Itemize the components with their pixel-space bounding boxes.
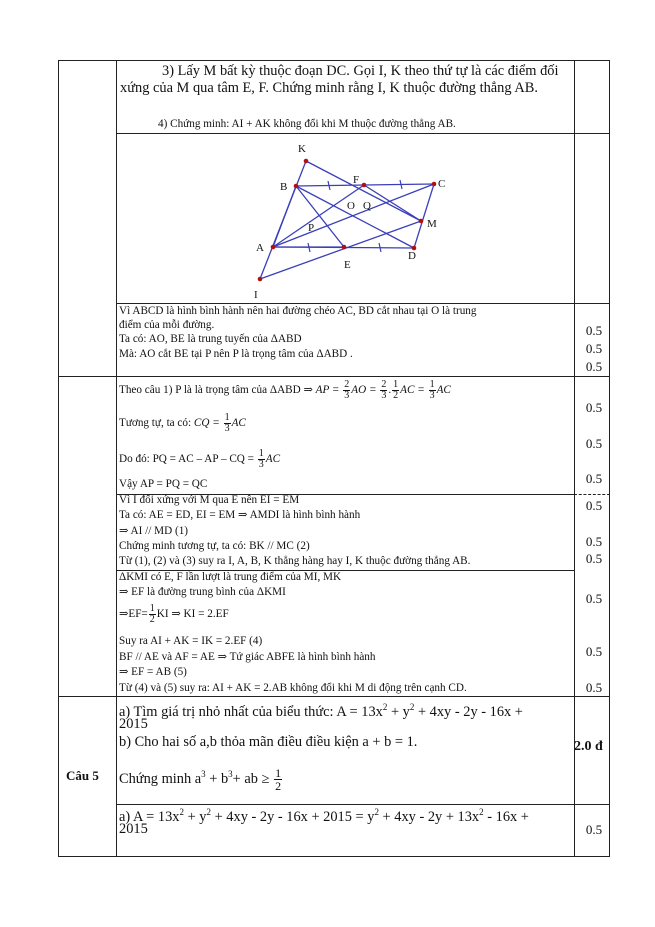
question-label: Câu 5	[66, 768, 99, 783]
ac-end: AC	[265, 453, 281, 466]
fraction-one-half	[149, 604, 156, 625]
segment-fm	[364, 185, 421, 221]
exp: 2	[374, 807, 379, 817]
question-5a	[119, 699, 523, 721]
score: 0.5	[585, 400, 603, 415]
question-5b: b) Cho hai số a,b thỏa mãn điều điều kiện a + b = 1.	[119, 734, 418, 750]
score: 0.5	[585, 551, 603, 566]
table-border-right	[609, 60, 610, 857]
block4-line3-pre: ⇒EF=	[119, 608, 148, 621]
q5b-post: + ab ≥	[232, 770, 270, 787]
score: 0.5	[585, 323, 603, 338]
score: 0.5	[585, 822, 603, 837]
question-5b-line2	[119, 766, 283, 792]
fraction-two-thirds	[343, 380, 350, 401]
solution-5a-line2: 2015	[119, 821, 148, 837]
block3-line3: ⇒ AI // MD (1)	[119, 525, 189, 537]
frac-den: 3	[381, 390, 387, 401]
block4-line2: ⇒ EF là đường trung bình của ΔKMI	[119, 586, 286, 598]
frac-den: 3	[344, 390, 350, 401]
block2-line2	[119, 413, 246, 434]
point-k	[304, 159, 309, 164]
question-score: 2.0 đ	[574, 739, 603, 754]
ac-eq: AC =	[400, 384, 425, 397]
exp: 2	[479, 807, 484, 817]
q5b-pre: Chứng minh a	[119, 770, 202, 787]
geometry-figure	[240, 136, 460, 302]
block4-line7: Từ (4) và (5) suy ra: AI + AK = 2.AB không đổi khi M di động trên cạnh CD.	[119, 682, 467, 694]
block1-line2: điểm của mỗi đường.	[119, 319, 215, 331]
label-p: P	[308, 222, 315, 234]
label-c: C	[438, 178, 446, 190]
block2-line3-text: Do đó: PQ = AC – AP – CQ =	[119, 453, 257, 466]
block2-line2-text: Tương tự, ta có:	[119, 417, 194, 430]
ap-eq: AP =	[315, 384, 340, 397]
q5a-mid: + y	[387, 703, 410, 720]
score: 0.5	[585, 591, 603, 606]
question-5a-line2: 2015	[119, 716, 148, 732]
frac-num: 2	[381, 379, 387, 390]
label-m: M	[427, 218, 437, 230]
frac-num: 1	[429, 379, 435, 390]
segment-im	[260, 221, 421, 279]
block1-line1: Vì ABCD là hình bình hành nên hai đường chéo AC, BD cắt nhau tại O là trung	[119, 305, 477, 317]
row-divider	[116, 303, 610, 304]
frac-num: 1	[393, 379, 399, 390]
point-a	[271, 245, 276, 250]
score: 0.5	[585, 498, 603, 513]
block3-line5: Từ (1), (2) và (3) suy ra I, A, B, K thẳng hàng hay I, K thuộc đường thẳng AB.	[119, 555, 471, 567]
score: 0.5	[585, 534, 603, 549]
frac-den: 2	[275, 778, 282, 793]
exp: 2	[409, 702, 415, 712]
point-m	[419, 219, 424, 224]
score: 0.5	[585, 680, 603, 695]
label-d: D	[408, 250, 416, 262]
point-i	[258, 277, 263, 282]
frac-num: 2	[344, 379, 350, 390]
part3-statement: 3) Lấy M bất kỳ thuộc đoạn DC. Gọi I, K theo thứ tự là các điểm đối xứng của M qua tâm E, F. Chứng minh rằng I, K thuộc đường thẳng AB.	[120, 63, 559, 96]
table-border-top	[58, 60, 610, 61]
block2-line4: Vậy AP = PQ = QC	[119, 478, 208, 490]
sol-mid3: + 4xy - 2y + 13x	[378, 808, 480, 825]
block2-line1-text: Theo câu 1) P là là trọng tâm của ΔABD ⇒	[119, 384, 316, 397]
frac-den: 2	[393, 390, 399, 401]
exp: 2	[382, 702, 388, 712]
ao-eq: AO =	[351, 384, 377, 397]
block2-line3	[119, 449, 280, 470]
score: 0.5	[585, 436, 603, 451]
frac-num: 1	[275, 765, 282, 780]
frac-num: 1	[258, 448, 264, 459]
label-o: O	[347, 200, 355, 212]
label-f: F	[353, 174, 360, 186]
q5a-post: + 4xy - 2y - 16x +	[414, 703, 523, 720]
q5b-mid: + b	[205, 770, 229, 787]
row-divider	[58, 376, 610, 377]
fraction-one-half	[392, 380, 399, 401]
ac-end: AC	[231, 417, 246, 430]
block4-line5: BF // AE và AF = AE ⇒ Tứ giác ABFE là hình bình hành	[119, 651, 376, 663]
segment-dc	[414, 184, 434, 248]
exp: 2	[179, 807, 184, 817]
solution-5a	[119, 804, 529, 826]
frac-den: 3	[224, 423, 230, 434]
column-divider-2	[574, 60, 575, 857]
point-b	[294, 184, 299, 189]
row-divider	[116, 133, 610, 134]
table-border-bottom	[58, 856, 610, 857]
point-c	[432, 182, 437, 187]
label-e: E	[344, 259, 351, 271]
fraction-two-thirds	[380, 380, 387, 401]
segment-be	[296, 186, 344, 247]
exp: 2	[206, 807, 211, 817]
block2-line1: Theo câu 1) P là là trọng tâm của ΔABD ⇒ AP = $\frac{2}{3}$ AO = $\frac{2}{3}$ . $\frac{1}{2}$ AC = $\frac{1}{3}$ AC	[119, 379, 451, 401]
frac-den: 3	[429, 390, 435, 401]
point-f	[362, 183, 367, 188]
frac-num: 1	[149, 603, 155, 614]
fraction-one-third	[224, 413, 231, 434]
block4-line3-post: KI ⇒ KI = 2.EF	[156, 608, 229, 621]
score: 0.5	[585, 341, 603, 356]
row-divider	[58, 696, 610, 697]
block4-line1: ΔKMI có E, F lần lượt là trung điểm của MI, MK	[119, 571, 342, 583]
score: 0.5	[585, 471, 603, 486]
block4-line6: ⇒ EF = AB (5)	[119, 666, 187, 678]
block3-line2: Ta có: AE = ED, EI = EM ⇒ AMDI là hình bình hành	[119, 509, 361, 521]
row-divider-dashed	[574, 494, 610, 495]
sol-post: - 16x +	[483, 808, 529, 825]
frac-num: 1	[224, 412, 230, 423]
cq-eq: CQ =	[193, 417, 220, 430]
label-a: A	[256, 242, 264, 254]
block1-line4: Mà: AO cắt BE tại P nên P là trọng tâm của ΔABD .	[119, 348, 353, 360]
sol-mid2: + 4xy - 2y - 16x + 2015 = y	[211, 808, 375, 825]
fraction-one-third	[258, 449, 265, 470]
block4-line4: Suy ra AI + AK = IK = 2.EF (4)	[119, 635, 263, 647]
q5a-pre: a) Tìm giá trị nhỏ nhất của biểu thức: A = 13x	[119, 703, 383, 720]
block3-line1: Vì I đối xứng với M qua E nên EI = EM	[119, 494, 300, 506]
line-ik	[260, 161, 306, 279]
label-b: B	[280, 181, 288, 193]
sol-pre: a) A = 13x	[119, 808, 180, 825]
frac-den: 2	[149, 614, 155, 625]
table-border-left	[58, 60, 59, 857]
ac-end: AC	[436, 384, 451, 397]
block4-line3	[119, 604, 229, 625]
score: 0.5	[585, 359, 603, 374]
segment-af	[273, 185, 364, 247]
label-q: Q	[363, 200, 371, 212]
column-divider-1	[116, 60, 117, 857]
sol-mid1: + y	[183, 808, 207, 825]
fraction-one-third	[429, 380, 436, 401]
segment-bd	[296, 186, 414, 248]
block1-line3: Ta có: AO, BE là trung tuyến của ΔABD	[119, 333, 302, 345]
fraction-one-half	[274, 767, 282, 792]
score: 0.5	[585, 644, 603, 659]
label-i: I	[254, 289, 258, 301]
point-e	[342, 245, 347, 250]
frac-den: 3	[258, 459, 264, 470]
label-k: K	[298, 143, 306, 155]
exp: 3	[228, 769, 233, 779]
part4-statement: 4) Chứng minh: AI + AK không đổi khi M thuộc đường thẳng AB.	[158, 118, 456, 130]
block3-line4: Chứng minh tương tự, ta có: BK // MC (2)	[119, 540, 310, 552]
exp: 3	[201, 769, 206, 779]
